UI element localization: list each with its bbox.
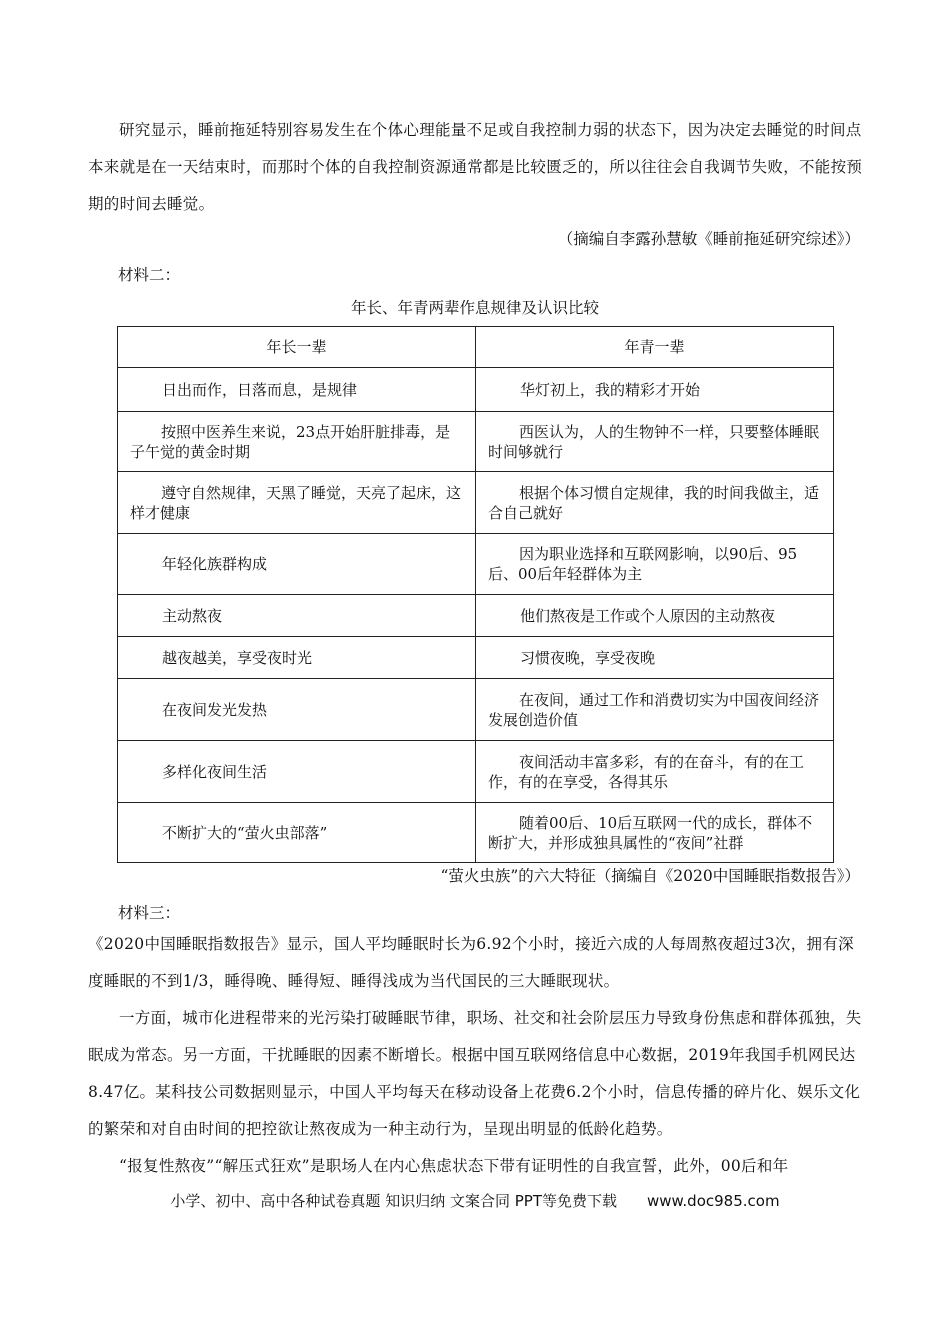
cell-young: 习惯夜晚，享受夜晚: [476, 637, 834, 679]
cell-elder: 年轻化族群构成: [118, 534, 476, 595]
cell-young: 根据个体习惯自定规律，我的时间我做主，适合自己就好: [476, 472, 834, 534]
table-row: [118, 595, 834, 637]
cell-young: 西医认为，人的生物钟不一样，只要整体睡眠时间够就行: [476, 412, 834, 472]
cell-elder: 越夜越美，享受夜时光: [118, 637, 476, 679]
table-caption: “萤火虫族”的六大特征（摘编自《2020中国睡眠指数报告》）: [440, 867, 860, 885]
cell-young: 华灯初上，我的精彩才开始: [476, 368, 834, 412]
header-young: 年青一辈: [476, 327, 834, 368]
cell-young: 夜间活动丰富多彩，有的在奋斗，有的在工作，有的在享受，各得其乐: [476, 741, 834, 803]
cell-elder: 日出而作，日落而息，是规律: [118, 368, 476, 412]
table-row: [118, 412, 834, 472]
comparison-table: [117, 326, 834, 863]
cell-elder: 不断扩大的“萤火虫部落”: [118, 803, 476, 863]
cell-young: 随着00后、10后互联网一代的成长，群体不断扩大，并形成独具属性的“夜间”社群: [476, 803, 834, 863]
table-title: 年长、年青两辈作息规律及认识比较: [350, 299, 599, 317]
cell-young: 因为职业选择和互联网影响，以90后、95后、00后年轻群体为主: [476, 534, 834, 595]
paragraph-sleep-procrastination: 研究显示，睡前拖延特别容易发生在个体心理能量不足或自我控制力弱的状态下，因为决定去睡觉的时间点本来就是在一天结束时，而那时个体的自我控制资源通常都是比较匮乏的，所以往往会自我调节失败，不能按预期的时间去睡觉。: [88, 121, 863, 213]
footer-banner: [0, 1190, 950, 1211]
source-citation-1: （摘编自李露孙慧敏《睡前拖延研究综述》）: [557, 230, 860, 248]
cell-elder: 多样化夜间生活: [118, 741, 476, 803]
cell-elder: 主动熬夜: [118, 595, 476, 637]
table-row: [118, 741, 834, 803]
table-row: [118, 637, 834, 679]
material-3-label: 材料三：: [118, 904, 181, 922]
cell-elder: 遵守自然规律，天黑了睡觉，天亮了起床，这样才健康: [118, 472, 476, 534]
material-2-label: 材料二：: [118, 266, 181, 284]
paragraph-revenge-bedtime: “报复性熬夜”“解压式狂欢”是职场人在内心焦虑状态下带有证明性的自我宣誓，此外，00后和年: [119, 1157, 789, 1175]
footer-text: 小学、初中、高中各种试卷真题 知识归纳 文案合同 PPT等免费下载: [170, 1192, 617, 1210]
cell-elder: 在夜间发光发热: [118, 679, 476, 741]
paragraph-sleep-report: 《2020中国睡眠指数报告》显示，国人平均睡眠时长为6.92个小时，接近六成的人每周熬夜超过3次，拥有深度睡眠的不到1/3，睡得晚、睡得短、睡得浅成为当代国民的三大睡眠现状。: [88, 935, 854, 990]
table-row: [118, 679, 834, 741]
cell-elder: 按照中医养生来说，23点开始肝脏排毒，是子午觉的黄金时期: [118, 412, 476, 472]
table-row: [118, 368, 834, 412]
table-row: [118, 803, 834, 863]
table-row: [118, 472, 834, 534]
paragraph-causes: 一方面，城市化进程带来的光污染打破睡眠节律，职场、社交和社会阶层压力导致身份焦虑和群体孤独，失眠成为常态。另一方面，干扰睡眠的因素不断增长。根据中国互联网络信息中心数据，2019年我国手机网民达8.47亿。某科技公司数据则显示，中国人平均每天在移动设备上花费6.2个小时，信息传播的碎片化、娱乐文化的繁荣和对自由时间的把控欲让熬夜成为一种主动行为，呈现出明显的低龄化趋势。: [88, 1009, 862, 1138]
header-elder: 年长一辈: [118, 327, 476, 368]
table-row: [118, 534, 834, 595]
footer-url-link[interactable]: www.doc985.com: [646, 1192, 780, 1210]
cell-young: 在夜间，通过工作和消费切实为中国夜间经济发展创造价值: [476, 679, 834, 741]
cell-young: 他们熬夜是工作或个人原因的主动熬夜: [476, 595, 834, 637]
table-header-row: [118, 327, 834, 368]
